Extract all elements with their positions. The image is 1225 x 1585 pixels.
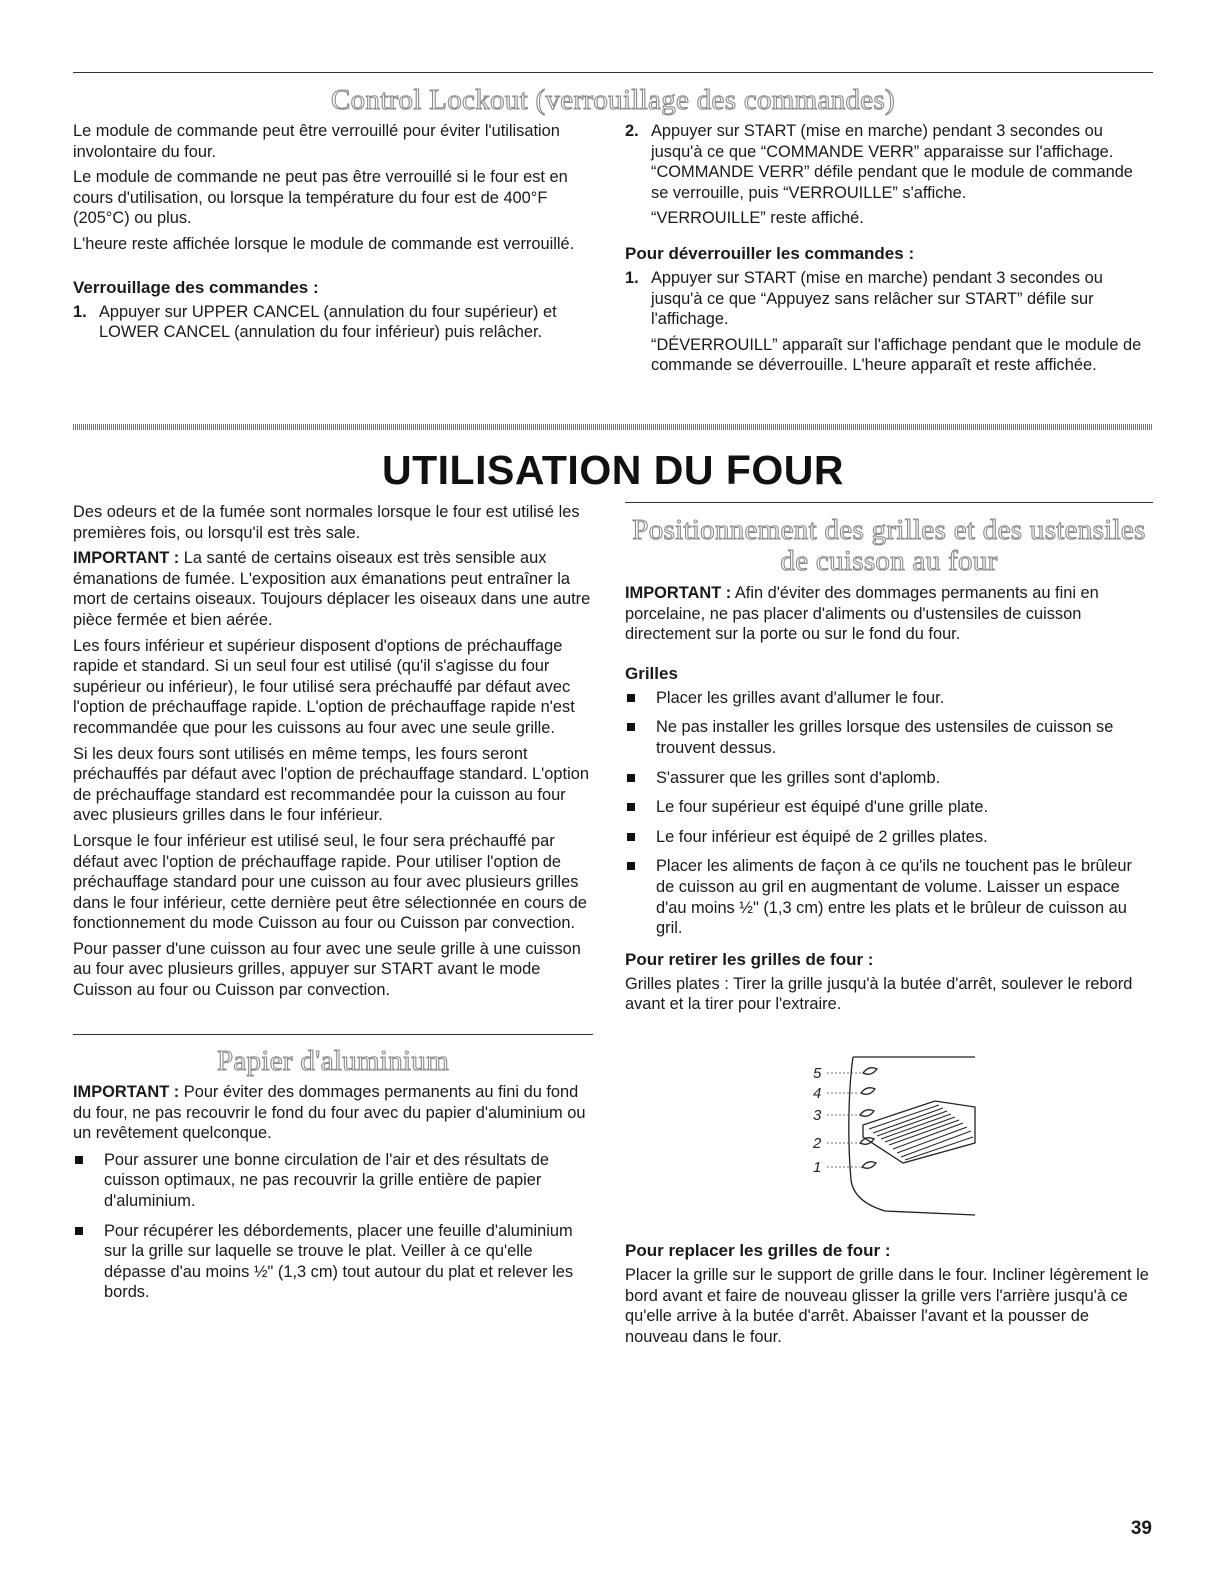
rack-label-2: 2 xyxy=(813,1135,822,1152)
important-text: Pour éviter des dommages permanents au fini du fond du four, ne pas recouvrir le fond du four avec du papier d'aluminium ou un revêtement quelconque. xyxy=(73,1083,586,1143)
oven-use-paragraph: Des odeurs et de la fumée sont normales lorsque le four est utilisé les premières fois, ou lorsqu'il est très sale. xyxy=(73,503,580,542)
bullet-icon xyxy=(625,827,656,848)
lockout-left-column xyxy=(73,121,593,348)
foil-important xyxy=(73,1082,593,1144)
foil-heading: Papier d'aluminium xyxy=(216,1045,450,1077)
list-item xyxy=(625,717,1153,758)
bullet-icon xyxy=(625,768,656,789)
page-title: UTILISATION DU FOUR xyxy=(382,447,844,493)
replace-text: Placer la grille sur le support de grille dans le four. Incliner légèrement le bord avant et faire de nouveau glisser la grille vers l'arrière jusqu'à ce qu'elle arrive à la butée d'arrêt. Abaisser l'avant et la pousser de nouveau dans le four. xyxy=(625,1266,1149,1346)
oven-use-paragraph: Pour passer d'une cuisson au four avec une seule grille à une cuisson au four avec plusieurs grilles, appuyer sur START avant le mode Cuisson au four ou Cuisson par convection. xyxy=(73,939,581,1000)
lockout-paragraph: Le module de commande peut être verrouillé pour éviter l'utilisation involontaire du four. xyxy=(73,122,560,161)
list-item xyxy=(73,1221,593,1303)
lockout-heading: Control Lockout (verrouillage des commandes) xyxy=(330,84,896,116)
rack-label-5: 5 xyxy=(813,1065,822,1082)
oven-use-important xyxy=(73,548,593,630)
step-number: 1. xyxy=(73,302,87,321)
rack-support-5 xyxy=(863,1068,877,1075)
step-number: 1. xyxy=(625,268,639,287)
list-item-text: Placer les aliments de façon à ce qu'ils ne touchent pas le brûleur de cuisson au gril en augmentant de volume. Laisser un espace d'au moins ½" (1,3 cm) entre les plats et le brûleur de cuisson au gril. xyxy=(656,857,1133,938)
grilles-heading: Grilles xyxy=(625,663,678,683)
important-label: IMPORTANT : xyxy=(625,584,732,602)
list-item-text: S'assurer que les grilles sont d'aplomb. xyxy=(656,768,941,787)
unlock-step-1 xyxy=(625,268,1153,330)
lockout-paragraph: L'heure reste affichée lorsque le module de commande est verrouillé. xyxy=(73,234,575,253)
rack-label-4: 4 xyxy=(813,1085,822,1102)
racks-heading-line2: de cuisson au four xyxy=(780,545,998,577)
step-text: Appuyer sur UPPER CANCEL (annulation du four supérieur) et LOWER CANCEL (annulation du four inférieur) puis relâcher. xyxy=(99,302,557,342)
important-label: IMPORTANT : xyxy=(73,1083,180,1101)
list-item xyxy=(625,768,1153,789)
list-item xyxy=(625,797,1153,818)
step-number: 2. xyxy=(625,122,639,140)
list-item-text: Pour récupérer les débordements, placer une feuille d'aluminium sur la grille sur laquelle se trouve le plat. Veiller à ce qu'elle dépasse d'au moins ½" (1,3 cm) tout autour du plat et relever les bords. xyxy=(104,1221,574,1302)
section-divider xyxy=(73,424,1153,430)
list-item-text: Le four inférieur est équipé de 2 grilles plates. xyxy=(656,827,988,846)
foil-column xyxy=(73,1082,593,1312)
step-text: Appuyer sur START (mise en marche) pendant 3 secondes ou jusqu'à ce que “COMMANDE VERR” apparaisse sur l'affichage. “COMMANDE VERR” défile pendant que le module de commande se verrouille, puis “VERROUILLE” s'affiche. xyxy=(651,122,1133,202)
remove-heading: Pour retirer les grilles de four : xyxy=(625,949,874,969)
lock-note: “VERROUILLE” reste affiché. xyxy=(651,209,864,228)
remove-text: Grilles plates : Tirer la grille jusqu'à la butée d'arrêt, soulever le rebord avant et la tirer pour l'extraire. xyxy=(625,974,1133,1014)
lockout-right-column xyxy=(625,121,1153,381)
oven-side-wall xyxy=(849,1057,975,1215)
list-item-text: Le four supérieur est équipé d'une grille plate. xyxy=(656,798,989,817)
list-item xyxy=(73,1150,593,1212)
lock-step-2 xyxy=(625,121,1153,203)
rack-position-diagram xyxy=(805,1045,985,1220)
rack-label-1: 1 xyxy=(813,1159,822,1176)
foil-bullets xyxy=(73,1150,593,1303)
racks-heading-line1: Positionnement des grilles et des ustensiles xyxy=(632,514,1146,546)
rack-label-3: 3 xyxy=(813,1107,822,1124)
list-item xyxy=(625,688,1153,709)
rack-support-3 xyxy=(860,1110,874,1117)
replace-heading: Pour replacer les grilles de four : xyxy=(625,1241,891,1260)
replace-section xyxy=(625,1232,1153,1352)
oven-use-paragraph: Si les deux fours sont utilisés en même temps, les fours seront préchauffés par défaut avec l'option de préchauffage standard. L'option de préchauffage standard est recommandée pour la cuisson au four avec plusieurs grilles dans le four inférieur. xyxy=(73,744,589,825)
oven-use-column xyxy=(73,502,593,1006)
rack-support-1 xyxy=(862,1162,876,1169)
bullet-icon xyxy=(73,1221,104,1303)
rack-frame xyxy=(863,1101,975,1163)
bullet-icon xyxy=(625,717,656,758)
racks-column xyxy=(625,583,1153,1020)
list-item-text: Pour assurer une bonne circulation de l'air et des résultats de cuisson optimaux, ne pas recouvrir la grille entière de papier d'aluminium. xyxy=(104,1150,550,1210)
unlock-note: “DÉVERROUILL” apparaît sur l'affichage pendant que le module de commande se déverrouille. L'heure apparaît et reste affichée. xyxy=(651,335,1142,375)
step-text: Appuyer sur START (mise en marche) pendant 3 secondes ou jusqu'à ce que “Appuyez sans relâcher sur START” défile sur l'affichage. xyxy=(651,268,1103,329)
racks-important xyxy=(625,583,1153,645)
lock-step-1 xyxy=(73,302,593,343)
foil-rule xyxy=(73,1034,593,1035)
unlock-heading: Pour déverrouiller les commandes : xyxy=(625,243,915,263)
rack-support-4 xyxy=(861,1088,875,1095)
list-item xyxy=(625,827,1153,848)
list-item xyxy=(625,856,1153,938)
oven-use-paragraph: Les fours inférieur et supérieur disposent d'options de préchauffage rapide et standard. Si un seul four est utilisé (qu'il s'agisse du four supérieur ou inférieur), le four utilisé sera préchauffé par défaut avec l'option de préchauffage rapide. L'option de préchauffage rapide n'est recommandée que pour les cuissons au four avec une seule grille. xyxy=(73,636,575,737)
grilles-bullets xyxy=(625,688,1153,939)
top-rule xyxy=(73,72,1153,73)
bullet-icon xyxy=(625,856,656,938)
racks-rule xyxy=(625,502,1153,503)
bullet-icon xyxy=(73,1150,104,1212)
bullet-icon xyxy=(625,797,656,818)
important-text: Afin d'éviter des dommages permanents au fini en porcelaine, ne pas placer d'aliments ou d'ustensiles de cuisson directement sur la porte ou sur le fond du four. xyxy=(625,584,1099,644)
lockout-paragraph: Le module de commande ne peut pas être verrouillé si le four est en cours d'utilisation, ou lorsque la température du four est de 400°F (205°C) ou plus. xyxy=(73,168,568,228)
page-number: 39 xyxy=(1130,1518,1152,1539)
important-label: IMPORTANT : xyxy=(73,549,180,568)
important-text: La santé de certains oiseaux est très sensible aux émanations de fumée. L'exposition aux émanations peut entraîner la mort de certains oiseaux. Toujours déplacer les oiseaux dans une autre pièce fermée et bien aérée. xyxy=(73,549,591,629)
list-item-text: Placer les grilles avant d'allumer le four. xyxy=(656,688,945,707)
bullet-icon xyxy=(625,688,656,709)
oven-use-paragraph: Lorsque le four inférieur est utilisé seul, le four sera préchauffé par défaut avec l'option de préchauffage rapide. Pour utiliser l'option de préchauffage standard pour une cuisson au four avec plusieurs grilles dans le four inférieur, cette dernière peut être sélectionnée en cours de fonctionnement du mode Cuisson au four ou Cuisson par convection. xyxy=(73,831,587,933)
lock-heading: Verrouillage des commandes : xyxy=(73,277,319,297)
list-item-text: Ne pas installer les grilles lorsque des ustensiles de cuisson se trouvent dessus. xyxy=(656,718,1114,757)
